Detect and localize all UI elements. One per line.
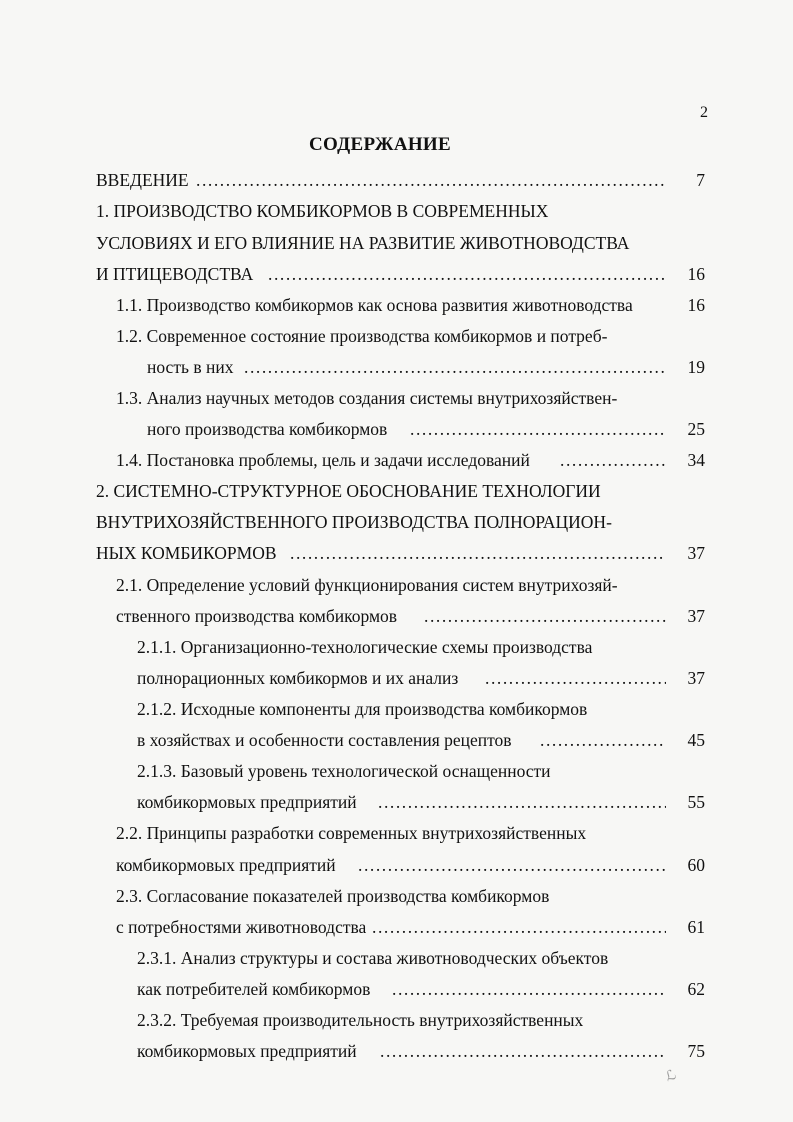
toc-entry-line: 2.3.1. Анализ структуры и состава животноводческих объектов [137, 948, 609, 968]
toc-page-number: 75 [687, 1041, 705, 1061]
toc-entry-line: 1. ПРОИЗВОДСТВО КОМБИКОРМОВ В СОВРЕМЕННЫХ [96, 201, 549, 221]
toc-entry-line: в хозяйствах и особенности составления рецептов [137, 730, 512, 750]
toc-entry-line: 2.1.2. Исходные компоненты для производства комбикормов [137, 699, 588, 719]
toc-entry-line: ВНУТРИХОЗЯЙСТВЕННОГО ПРОИЗВОДСТВА ПОЛНОРАЦИОН- [96, 512, 612, 532]
toc-entry-line: полнорационных комбикормов и их анализ [137, 668, 459, 688]
toc-entry-line: 2.3.2. Требуемая производительность внутрихозяйственных [137, 1010, 584, 1030]
toc-entry-line: 2.1. Определение условий функционирования систем внутрихозяй- [116, 575, 618, 595]
toc-entry-line: 1.2. Современное состояние производства комбикормов и потреб- [116, 326, 608, 346]
toc-entry-line: УСЛОВИЯХ И ЕГО ВЛИЯНИЕ НА РАЗВИТИЕ ЖИВОТНОВОДСТВА [96, 233, 630, 253]
toc-page-number: 62 [687, 979, 705, 999]
leader-dots [372, 911, 666, 943]
toc-entry-line: комбикормовых предприятий [137, 792, 357, 812]
toc-entry-line: 1.1. Производство комбикормов как основа развития животноводства [116, 295, 633, 315]
toc-entry-line: как потребителей комбикормов [137, 979, 371, 999]
toc-page-number: 61 [687, 917, 705, 937]
toc-title: СОДЕРЖАНИЕ [309, 134, 451, 155]
toc-entry-line: 1.4. Постановка проблемы, цель и задачи исследований [116, 450, 530, 470]
leader-dots [540, 724, 666, 756]
toc-page-number: 37 [687, 543, 705, 563]
toc-page-number: 16 [687, 295, 705, 315]
toc-page-number: 37 [687, 668, 705, 688]
toc-entry-line: ного производства комбикормов [147, 419, 388, 439]
leader-dots [485, 662, 666, 694]
toc-entry-line: 2.1.3. Базовый уровень технологической оснащенности [137, 761, 551, 781]
leader-dots [424, 600, 666, 632]
leader-dots [290, 537, 666, 569]
leader-dots [196, 164, 666, 196]
toc-entry-line: комбикормовых предприятий [137, 1041, 357, 1061]
toc-entry-line: 2.3. Согласование показателей производства комбикормов [116, 886, 550, 906]
leader-dots [268, 258, 666, 290]
toc-page-number: 16 [687, 264, 705, 284]
page-number: 2 [700, 104, 708, 121]
toc-entry-line: И ПТИЦЕВОДСТВА [96, 264, 254, 284]
toc-entry-line: комбикормовых предприятий [116, 855, 336, 875]
toc-entry-line: с потребностями животноводства [116, 917, 367, 937]
toc-entry-line: ВВЕДЕНИЕ [96, 170, 189, 190]
toc-page-number: 19 [687, 357, 705, 377]
toc-entry-line: 2.1.1. Организационно-технологические схемы производства [137, 637, 593, 657]
toc-page-number: 37 [687, 606, 705, 626]
toc-entry-line: ственного производства комбикормов [116, 606, 398, 626]
pencil-mark-icon: ℒ [663, 1067, 679, 1086]
toc-page-number: 60 [687, 855, 705, 875]
toc-entry-line: ность в них [147, 357, 234, 377]
toc-page-number: 7 [696, 170, 705, 190]
leader-dots [244, 351, 666, 383]
leader-dots [358, 849, 666, 881]
toc-page-number: 45 [687, 730, 705, 750]
toc-entry-line: НЫХ КОМБИКОРМОВ [96, 543, 277, 563]
leader-dots [392, 973, 666, 1005]
leader-dots [560, 444, 666, 476]
toc-entry-line: 1.3. Анализ научных методов создания системы внутрихозяйствен- [116, 388, 618, 408]
toc-entry-line: 2.2. Принципы разработки современных внутрихозяйственных [116, 823, 587, 843]
leader-dots [410, 413, 666, 445]
leader-dots [378, 786, 666, 818]
toc-page-number: 55 [687, 792, 705, 812]
toc-page-number: 25 [687, 419, 705, 439]
leader-dots [380, 1035, 666, 1067]
toc-page-number: 34 [687, 450, 705, 470]
toc-entry-line: 2. СИСТЕМНО-СТРУКТУРНОЕ ОБОСНОВАНИЕ ТЕХНОЛОГИИ [96, 481, 601, 501]
